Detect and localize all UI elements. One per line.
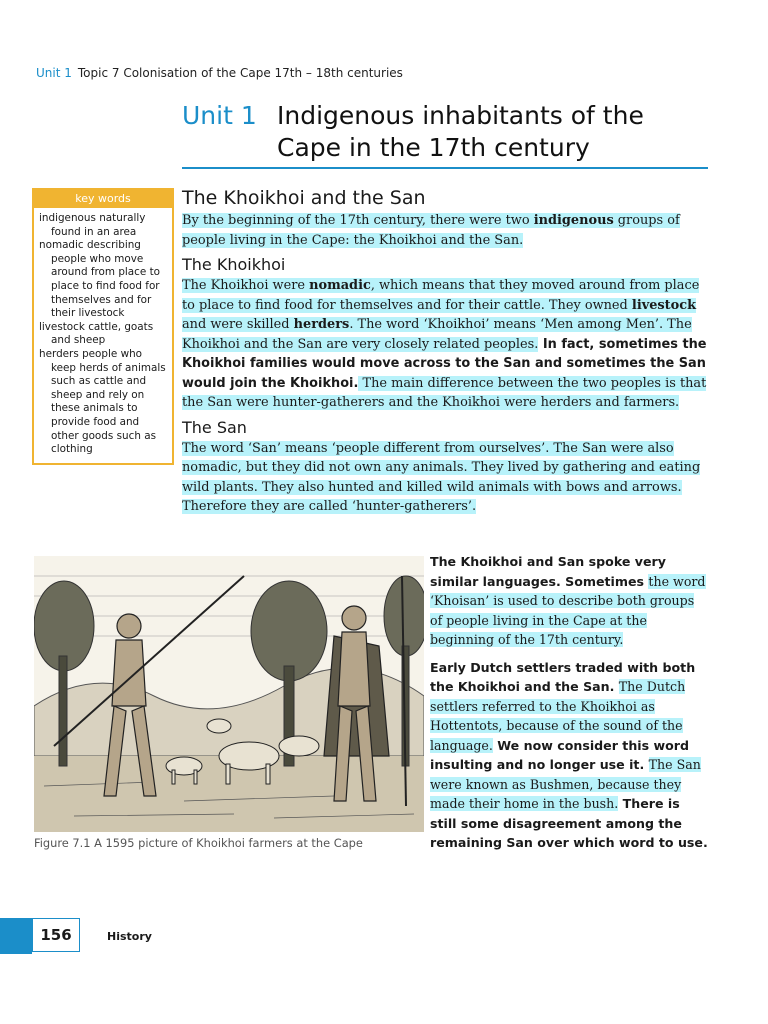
keyword-definition: people who keep herds of animals such as cattle and sheep and rely on these animals to provide food and other goods such as clothing [51,347,166,456]
keyword-definition: cattle, goats and sheep [51,320,154,347]
engraving-illustration [34,556,424,832]
main-text [182,186,708,517]
keyword-term: livestock [39,320,85,333]
figure-engraving-khoikhoi-farmers [34,556,424,832]
running-head-topic: Topic 7 Colonisation of the Cape 17th – 18th centuries [77,66,403,80]
page-title [182,100,708,164]
figure-caption: Figure 7.1 A 1595 picture of Khoikhoi farmers at the Cape [34,836,363,850]
keyword-entry [39,239,168,321]
khoisan-paragraph: The Khoikhoi and San spoke very similar languages. Sometimes the word ‘Khoisan’ is used to describe both groups of people living in the Cape at the beginning of the 17th century. [430,554,706,647]
running-head-unit: Unit 1 [36,66,72,80]
san-paragraph: The word ‘San’ means ‘people different from ourselves’. The San were also nomadic, but they did not own any animals. They lived by gathering and eating wild plants. They also hunted and killed wild animals with bows and arrows. Therefore they are called ‘hunter-gatherers’. [182,440,701,514]
keyword-term: indigenous [39,212,96,224]
khoikhoi-paragraph: The Khoikhoi were nomadic, which means that they moved around from place to place to find food for themselves and for their cattle. They owned livestock and were skilled herders. The word ‘Khoikhoi’ means ‘Men among Men’. The Khoikhoi and the San are very closely related peoples. In fact, sometimes the Khoikhoi families would move across to the San and sometimes the San would join the Khoikhoi. The main difference between the two peoples is that the San were hunter-gatherers and the Khoikhoi were herders and farmers. [182,278,707,410]
key-words-heading: key words [34,190,172,208]
right-column-text [430,552,708,861]
intro-paragraph: By the beginning of the 17th century, there were two indigenous groups of people living in the Cape: the Khoikhoi and the San. [182,213,680,248]
keyword-entry [39,348,168,457]
keyword-entry [39,321,168,348]
section-heading-khoikhoi: The Khoikhoi [182,255,286,274]
running-head [36,66,403,80]
keyword-term: nomadic [39,239,84,252]
keyword-definition: describing people who move around from place to place to find food for themselves and for their livestock [51,239,161,320]
section-heading-khoikhoi-and-san: The Khoikhoi and the San [182,187,426,209]
page-number: 156 [32,918,80,952]
title-line-2: Cape in the 17th century [277,133,590,162]
dutch-settlers-paragraph: Early Dutch settlers traded with both the Khoikhoi and the San. The Dutch settlers referred to the Khoikhoi as Hottentots, because of the sound of the language. We now consider this word insulting and no longer use it. The San were known as Bushmen, because they made their home in the bush. There is still some disagreement among the remaining San over which word to use. [430,659,708,850]
footer-accent-bar [0,918,32,954]
section-heading-san: The San [182,417,247,437]
keyword-entry [39,212,168,239]
title-line-1: Indigenous inhabitants of the [277,101,644,130]
title-unit: Unit 1 [182,101,257,130]
footer-subject: History [107,930,152,943]
key-words-box [32,188,174,465]
title-rule [182,167,708,169]
keyword-term: herders [39,347,79,360]
keyword-definition: naturally found in an area [51,212,146,238]
